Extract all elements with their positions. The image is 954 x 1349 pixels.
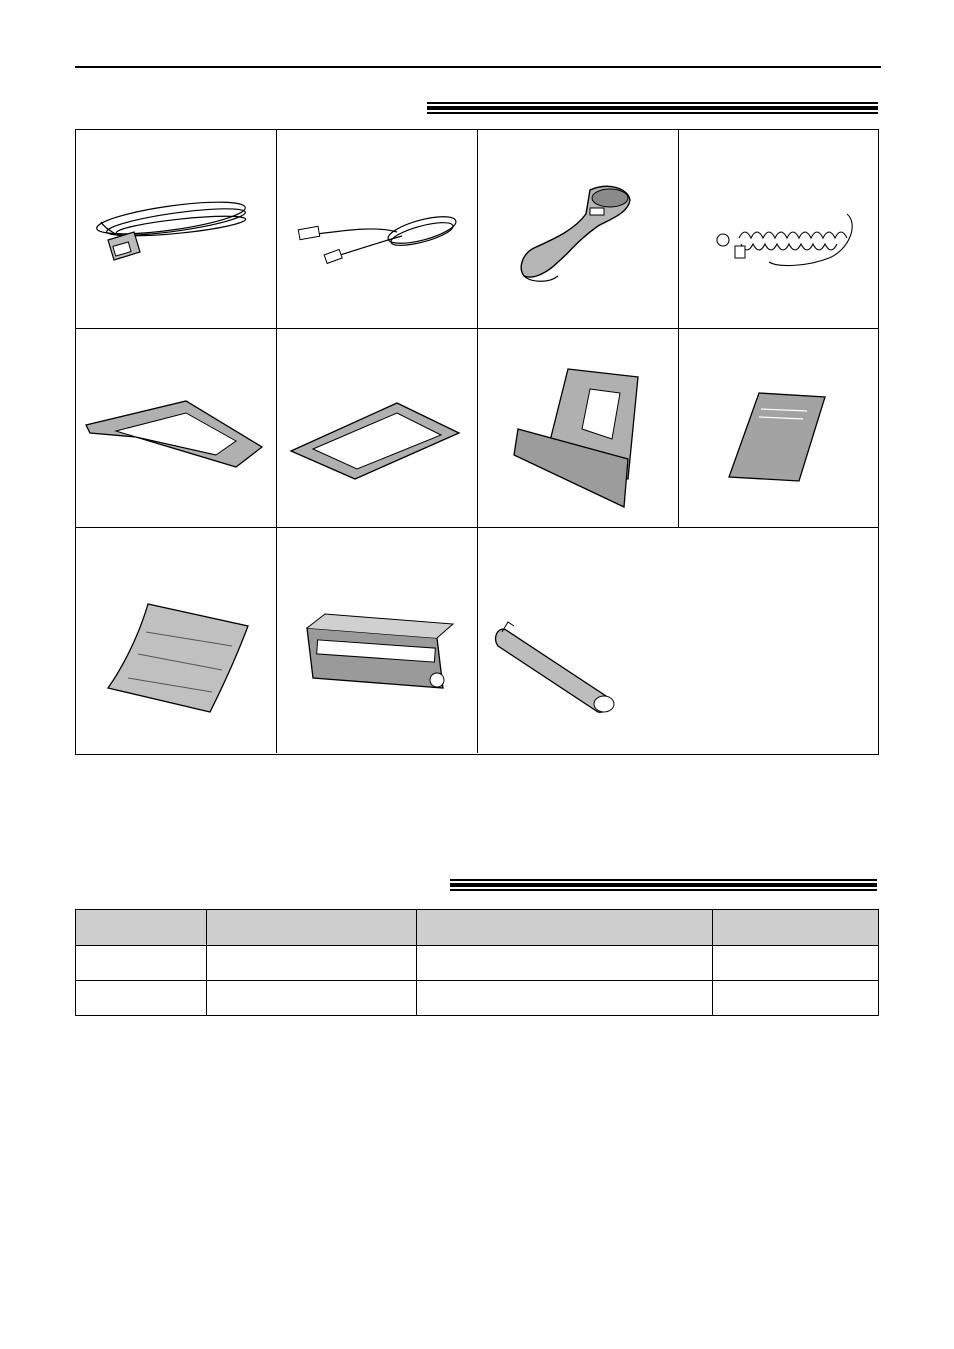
table-header-cell (417, 910, 713, 946)
table-row (76, 946, 879, 981)
table-header-cell (713, 910, 879, 946)
table-cell (207, 981, 417, 1016)
table-header-cell (207, 910, 417, 946)
ac-power-cord-icon (76, 130, 276, 328)
handset-icon (478, 130, 678, 328)
handset-cord-icon (679, 130, 879, 328)
page-top-rule (75, 66, 881, 68)
accessories-heading-bar (427, 102, 878, 114)
document-tray-icon (277, 329, 477, 527)
toner-cartridge-icon (478, 528, 878, 753)
table-header-cell (76, 910, 207, 946)
quick-reference-sheet-icon (76, 528, 276, 753)
table-cell (76, 946, 207, 981)
table-cell (207, 946, 417, 981)
paper-stacker-icon (478, 329, 678, 527)
paper-tray-icon (76, 329, 276, 527)
table-cell (76, 981, 207, 1016)
accessories-grid (75, 129, 879, 755)
table-cell (417, 946, 713, 981)
parts-table (75, 909, 879, 1016)
table-row (76, 981, 879, 1016)
table-cell (417, 981, 713, 1016)
operating-instructions-icon (679, 329, 879, 527)
telephone-line-cord-icon (277, 130, 477, 328)
drum-unit-icon (277, 528, 477, 753)
table-cell (713, 946, 879, 981)
parts-heading-bar (450, 879, 877, 891)
table-header-row (76, 910, 879, 946)
table-cell (713, 981, 879, 1016)
